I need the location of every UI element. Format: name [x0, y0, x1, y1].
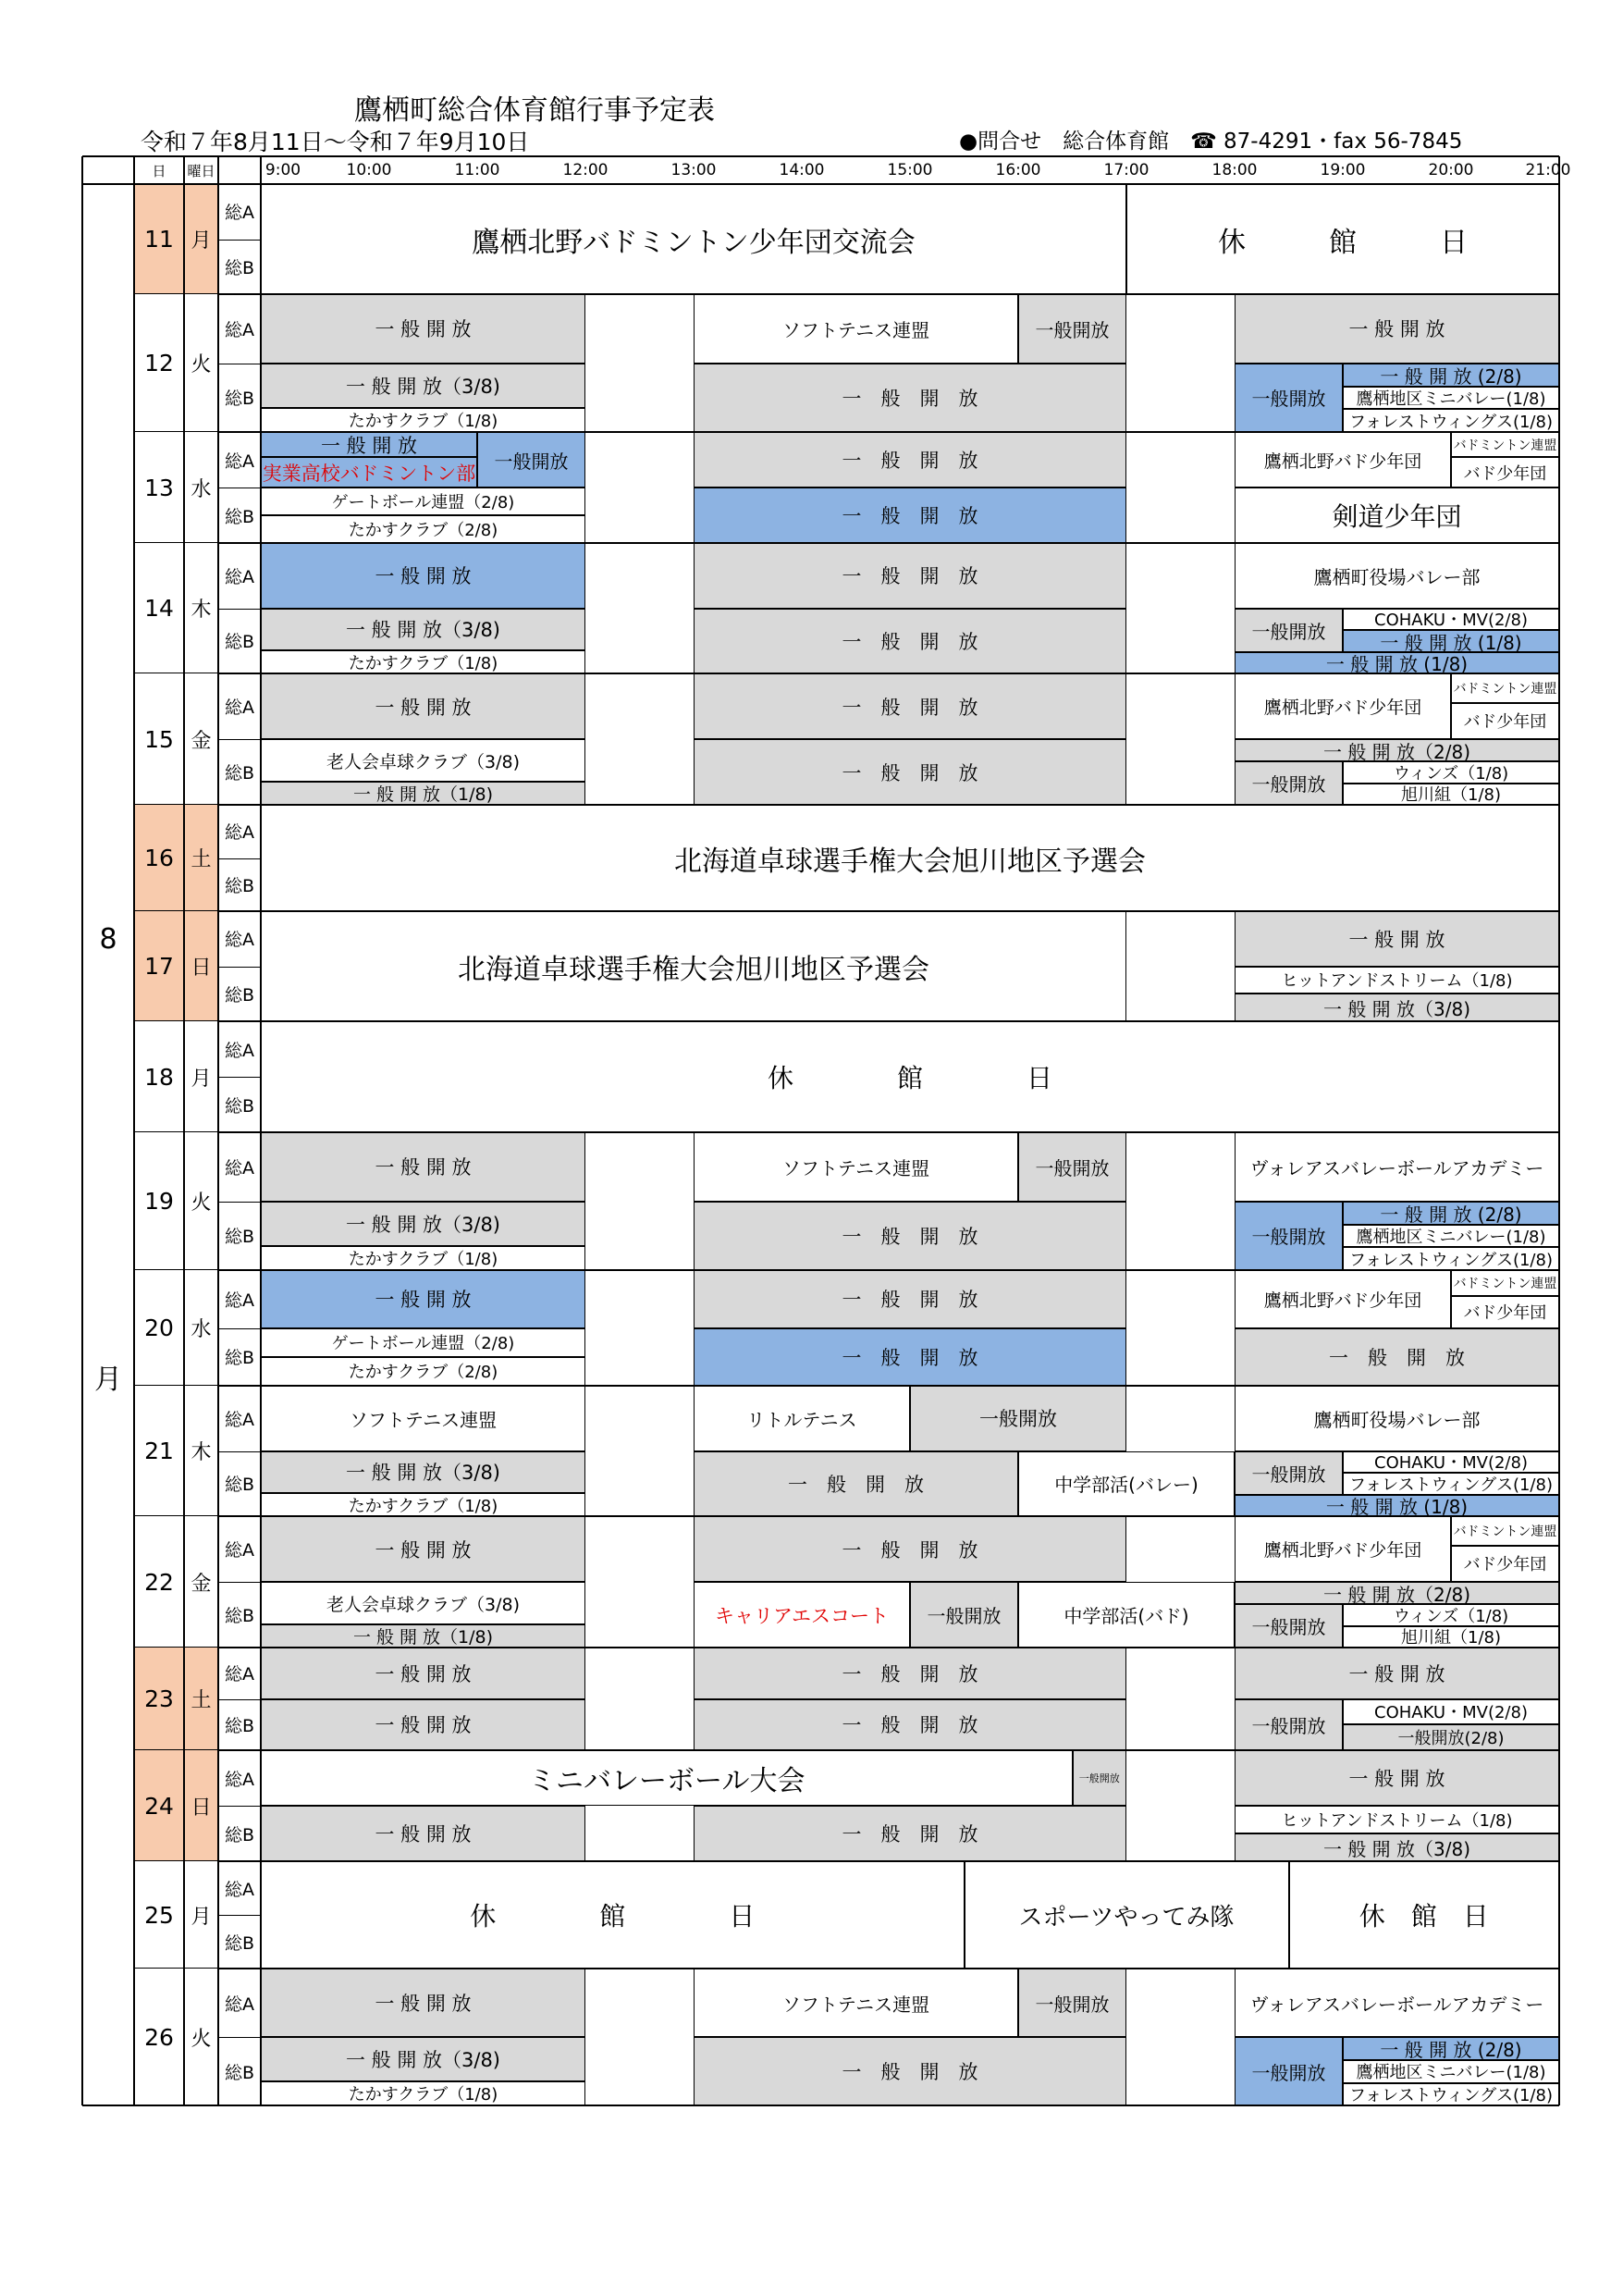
- schedule-block: COHAKU・MV(2/8): [1343, 1699, 1559, 1725]
- schedule-block: 一 般 開 放: [261, 1270, 585, 1328]
- schedule-block: 鷹栖町役場バレー部: [1235, 1386, 1559, 1451]
- schedule-block: 一 般 開 放: [1235, 294, 1559, 364]
- schedule-block: 休 館 日: [1289, 1861, 1560, 1969]
- room-label: 総B: [224, 1348, 255, 1369]
- schedule-block: ソフトテニス連盟: [261, 1386, 585, 1451]
- schedule-block: 一 般 開 放: [1235, 1750, 1559, 1806]
- schedule-block: たかすクラブ（1/8): [261, 408, 585, 432]
- header-time: 17:00: [1103, 161, 1150, 179]
- schedule-block: 実業高校バドミントン部: [261, 457, 477, 488]
- room-label: 総B: [224, 1824, 255, 1845]
- schedule-block: ヒットアンドストリーム（1/8): [1235, 1806, 1559, 1833]
- schedule-block: 一 般 開 放: [694, 1328, 1126, 1387]
- schedule-block: バド少年団: [1451, 1546, 1559, 1582]
- header-time: 19:00: [1320, 161, 1366, 179]
- day-number: 14: [134, 543, 184, 673]
- room-label: 総A: [225, 697, 254, 718]
- schedule-block: 一 般 開 放 (1/8): [1235, 1495, 1559, 1516]
- schedule-block: 一 般 開 放（2/8): [1235, 739, 1559, 761]
- schedule-block: 一 般 開 放: [694, 1202, 1126, 1271]
- schedule-block: 休 館 日: [261, 1861, 965, 1969]
- schedule-block: 一 般 開 放: [694, 488, 1126, 543]
- schedule-block: 一 般 開 放: [694, 1806, 1126, 1861]
- schedule-block: 鷹栖北野バド少年団: [1235, 1516, 1451, 1582]
- grid-line: [218, 1806, 261, 1807]
- day-number: 25: [134, 1861, 184, 1969]
- schedule-block: 中学部活(バレー): [1018, 1451, 1235, 1517]
- schedule-block: 一 般 開 放（3/8): [261, 2037, 585, 2081]
- room-label: 総A: [225, 822, 254, 844]
- room-label: 総B: [224, 1606, 255, 1626]
- schedule-block: ヒットアンドストリーム（1/8): [1235, 967, 1559, 994]
- schedule-block: たかすクラブ（1/8): [261, 1246, 585, 1270]
- schedule-block: 一 般 開 放: [694, 364, 1126, 433]
- schedule-block: 一般開放: [1018, 1969, 1126, 2037]
- schedule-block: ウィンズ（1/8): [1343, 1604, 1559, 1625]
- schedule-block: 一 般 開 放（3/8): [261, 1451, 585, 1494]
- room-label: 総B: [224, 984, 255, 1006]
- grid-line: [218, 156, 261, 157]
- grid-line: [218, 1451, 261, 1452]
- schedule-block: キャリアエスコート: [694, 1582, 910, 1648]
- schedule-block: たかすクラブ（1/8): [261, 650, 585, 673]
- grid-line: [218, 1915, 261, 1916]
- schedule-block: 一 般 開 放（1/8): [261, 1624, 585, 1648]
- day-number: 26: [134, 1969, 184, 2105]
- room-label: 総A: [225, 1540, 254, 1561]
- schedule-block: 一 般 開 放（3/8): [1235, 994, 1559, 1021]
- schedule-block: フォレストウィングス(1/8): [1343, 409, 1559, 432]
- day-weekday: 金: [184, 1516, 218, 1648]
- schedule-block: 一般開放: [910, 1386, 1126, 1451]
- day-weekday: 日: [184, 911, 218, 1021]
- schedule-block: 一般開放: [910, 1582, 1018, 1648]
- grid-line: [218, 1699, 261, 1700]
- schedule-block: ゲートボール連盟（2/8): [261, 1328, 585, 1357]
- header-time: 18:00: [1211, 161, 1258, 179]
- schedule-block: たかすクラブ（1/8): [261, 2081, 585, 2105]
- header-time: 16:00: [995, 161, 1041, 179]
- header-weekday: 曜日: [187, 162, 215, 179]
- schedule-block: 一 般 開 放: [261, 1516, 585, 1582]
- schedule-block: 一 般 開 放: [694, 1516, 1126, 1582]
- day-weekday: 金: [184, 673, 218, 805]
- header-time: 21:00: [1525, 161, 1571, 179]
- schedule-block: 鷹栖町役場バレー部: [1235, 543, 1559, 609]
- schedule-block: 一 般 開 放 (1/8): [1235, 652, 1559, 673]
- room-label: 総A: [225, 1879, 254, 1900]
- header-time: 20:00: [1428, 161, 1474, 179]
- day-number: 13: [134, 432, 184, 543]
- schedule-block: 鷹栖地区ミニバレー(1/8): [1343, 2060, 1559, 2082]
- month-number: 8: [99, 922, 117, 956]
- room-label: 総A: [225, 319, 254, 340]
- day-number: 12: [134, 294, 184, 432]
- schedule-block: スポーツやってみ隊: [965, 1861, 1289, 1969]
- schedule-block: 一 般 開 放（3/8): [261, 364, 585, 408]
- room-label: 総A: [225, 1040, 254, 1061]
- room-label: 総B: [224, 389, 255, 410]
- room-label: 総B: [224, 257, 255, 278]
- schedule-block: バド少年団: [1451, 1296, 1559, 1327]
- day-number: 21: [134, 1386, 184, 1516]
- schedule-block: 一般開放: [1235, 1451, 1343, 1495]
- room-label: 総B: [224, 1475, 255, 1496]
- day-weekday: 月: [184, 184, 218, 294]
- schedule-block: 一般開放: [1235, 761, 1343, 805]
- schedule-block: 一般開放: [1018, 1132, 1126, 1202]
- room-label: 総B: [224, 1932, 255, 1954]
- schedule-block: リトルテニス: [694, 1386, 910, 1451]
- day-number: 23: [134, 1648, 184, 1750]
- day-number: 11: [134, 184, 184, 294]
- schedule-block: 北海道卓球選手権大会旭川地区予選会: [261, 911, 1126, 1021]
- grid-line: [218, 967, 261, 968]
- day-weekday: 土: [184, 1648, 218, 1750]
- schedule-block: フォレストウィングス(1/8): [1343, 2083, 1559, 2105]
- schedule-block: 一 般 開 放: [694, 2037, 1126, 2105]
- schedule-block: 一 般 開 放: [261, 543, 585, 609]
- room-label: 総A: [225, 1664, 254, 1685]
- schedule-block: 一般開放: [1235, 364, 1343, 433]
- schedule-block: フォレストウィングス(1/8): [1343, 1473, 1559, 1494]
- schedule-period: 令和７年8月11日～令和７年9月10日: [141, 129, 530, 155]
- room-label: 総B: [224, 1095, 255, 1117]
- schedule-block: 一 般 開 放: [1235, 1648, 1559, 1699]
- grid-line: [260, 156, 262, 2105]
- room-label: 総A: [225, 1994, 254, 2015]
- schedule-block: ヴォレアスバレーボールアカデミー: [1235, 1969, 1559, 2037]
- grid-line: [218, 1202, 261, 1203]
- schedule-block: 鷹栖北野バド少年団: [1235, 432, 1451, 488]
- schedule-block: 一 般 開 放: [261, 1132, 585, 1202]
- schedule-block: 老人会卓球クラブ（3/8): [261, 1582, 585, 1624]
- schedule-block: 老人会卓球クラブ（3/8): [261, 739, 585, 782]
- schedule-block: 一 般 開 放: [261, 432, 477, 457]
- room-label: 総A: [225, 1409, 254, 1430]
- schedule-block: 一 般 開 放: [261, 1969, 585, 2037]
- schedule-block: 一 般 開 放: [694, 739, 1126, 805]
- header-time: 9:00: [264, 161, 301, 179]
- grid-line: [82, 155, 1559, 157]
- day-weekday: 日: [184, 1750, 218, 1861]
- schedule-block: 一 般 開 放: [694, 673, 1126, 739]
- schedule-block: 一 般 開 放 (2/8): [1343, 1202, 1559, 1225]
- schedule-block: バドミントン連盟: [1451, 1270, 1559, 1296]
- room-label: 総B: [224, 632, 255, 653]
- header-day: 日: [152, 162, 166, 179]
- header-time: 15:00: [887, 161, 933, 179]
- grid-line: [218, 240, 261, 241]
- grid-line: [133, 156, 135, 2105]
- schedule-block: 一般開放(2/8): [1343, 1724, 1559, 1750]
- day-number: 18: [134, 1021, 184, 1132]
- schedule-block: ミニバレーボール大会: [261, 1750, 1073, 1806]
- schedule-block: 一 般 開 放: [261, 1699, 585, 1751]
- schedule-block: 一 般 開 放 (2/8): [1343, 2037, 1559, 2060]
- schedule-block: 中学部活(バド): [1018, 1582, 1235, 1648]
- grid-line: [218, 858, 261, 859]
- room-label: 総B: [224, 1715, 255, 1736]
- month-kanji: 月: [94, 1364, 122, 1396]
- day-number: 19: [134, 1132, 184, 1270]
- day-number: 15: [134, 673, 184, 805]
- schedule-block: COHAKU・MV(2/8): [1343, 1451, 1559, 1474]
- schedule-block: 一 般 開 放: [1235, 911, 1559, 967]
- schedule-block: 一 般 開 放（3/8): [1235, 1833, 1559, 1861]
- room-label: 総A: [225, 1290, 254, 1311]
- schedule-block: 一 般 開 放: [261, 673, 585, 739]
- schedule-block: 一般開放: [1018, 294, 1126, 364]
- day-weekday: 月: [184, 1861, 218, 1969]
- schedule-block: バドミントン連盟: [1451, 432, 1559, 457]
- schedule-block: 一 般 開 放: [261, 1806, 585, 1861]
- schedule-block: ウィンズ（1/8): [1343, 761, 1559, 783]
- schedule-block: たかすクラブ（2/8): [261, 515, 585, 543]
- day-weekday: 火: [184, 294, 218, 432]
- room-label: 総B: [224, 875, 255, 896]
- room-label: 総B: [224, 1227, 255, 1248]
- contact-info: ●問合せ 総合体育館 ☎ 87-4291・fax 56-7845: [959, 130, 1463, 154]
- schedule-block: 一 般 開 放（3/8): [261, 1202, 585, 1246]
- schedule-block: 鷹栖北野バド少年団: [1235, 1270, 1451, 1328]
- room-label: 総A: [225, 566, 254, 587]
- day-number: 17: [134, 911, 184, 1021]
- schedule-block: 鷹栖地区ミニバレー(1/8): [1343, 387, 1559, 410]
- schedule-block: 一 般 開 放（2/8): [1235, 1582, 1559, 1604]
- schedule-block: バドミントン連盟: [1451, 673, 1559, 703]
- schedule-block: 一 般 開 放: [694, 1270, 1126, 1328]
- schedule-block: 一般開放: [477, 432, 585, 488]
- page-title: 鷹栖町総合体育館行事予定表: [354, 94, 715, 127]
- grid-line: [82, 183, 1559, 185]
- schedule-block: ソフトテニス連盟: [694, 1132, 1018, 1202]
- schedule-block: ソフトテニス連盟: [694, 294, 1018, 364]
- day-weekday: 火: [184, 1132, 218, 1270]
- room-label: 総A: [225, 1769, 254, 1790]
- schedule-block: ゲートボール連盟（2/8): [261, 488, 585, 515]
- schedule-block: 一 般 開 放 (2/8): [1343, 364, 1559, 387]
- room-label: 総B: [224, 763, 255, 784]
- schedule-block: 一 般 開 放（1/8): [261, 782, 585, 805]
- day-weekday: 水: [184, 432, 218, 543]
- grid-line: [82, 2105, 1559, 2106]
- header-time: 12:00: [562, 161, 609, 179]
- schedule-block: 旭川組（1/8): [1343, 1626, 1559, 1648]
- day-weekday: 月: [184, 1021, 218, 1132]
- schedule-block: 鷹栖地区ミニバレー(1/8): [1343, 1225, 1559, 1248]
- grid-line: [218, 2037, 261, 2038]
- schedule-table: [82, 156, 1571, 2105]
- schedule-block: バド少年団: [1451, 703, 1559, 739]
- grid-line: [218, 1077, 261, 1078]
- schedule-block: 一般開放: [1073, 1750, 1127, 1806]
- schedule-block: 一 般 開 放 (1/8): [1343, 630, 1559, 651]
- grid-line: [183, 156, 185, 2105]
- room-label: 総B: [224, 2062, 255, 2083]
- schedule-block: ヴォレアスバレーボールアカデミー: [1235, 1132, 1559, 1202]
- schedule-block: フォレストウィングス(1/8): [1343, 1247, 1559, 1270]
- day-number: 22: [134, 1516, 184, 1648]
- day-number: 24: [134, 1750, 184, 1861]
- room-label: 総A: [225, 1157, 254, 1179]
- schedule-block: COHAKU・MV(2/8): [1343, 609, 1559, 631]
- day-weekday: 木: [184, 1386, 218, 1516]
- schedule-block: 休 館 日: [261, 1021, 1559, 1132]
- schedule-block: 一 般 開 放: [694, 432, 1126, 488]
- room-label: 総A: [225, 203, 254, 224]
- schedule-block: たかすクラブ（1/8): [261, 1493, 585, 1516]
- schedule-block: バド少年団: [1451, 457, 1559, 488]
- grid-line: [218, 739, 261, 740]
- schedule-block: バドミントン連盟: [1451, 1516, 1559, 1546]
- schedule-block: 休 館 日: [1126, 184, 1559, 294]
- schedule-block: 一般開放: [1235, 2037, 1343, 2105]
- schedule-block: 一 般 開 放: [1235, 1328, 1559, 1387]
- header-time: 13:00: [670, 161, 717, 179]
- schedule-block: ソフトテニス連盟: [694, 1969, 1018, 2037]
- schedule-block: 鷹栖北野バドミントン少年団交流会: [261, 184, 1126, 294]
- schedule-block: 一般開放: [1235, 1699, 1343, 1751]
- schedule-block: 鷹栖北野バド少年団: [1235, 673, 1451, 739]
- day-weekday: 土: [184, 805, 218, 911]
- day-weekday: 木: [184, 543, 218, 673]
- header-time: 10:00: [346, 161, 392, 179]
- schedule-block: 一般開放: [1235, 1604, 1343, 1648]
- schedule-block: 北海道卓球選手権大会旭川地区予選会: [261, 805, 1559, 911]
- room-label: 総A: [225, 451, 254, 472]
- schedule-block: 一 般 開 放: [694, 1699, 1126, 1751]
- schedule-block: 一 般 開 放: [694, 1648, 1126, 1699]
- schedule-block: 一 般 開 放: [261, 294, 585, 364]
- header-time: 11:00: [454, 161, 500, 179]
- grid-line: [217, 156, 219, 2105]
- grid-line: [218, 1328, 261, 1329]
- grid-line: [81, 156, 83, 2105]
- schedule-block: たかすクラブ（2/8): [261, 1357, 585, 1386]
- grid-line: [1558, 156, 1560, 2105]
- schedule-block: 一 般 開 放: [694, 1451, 1018, 1517]
- grid-line: [218, 1582, 261, 1583]
- schedule-block: 一 般 開 放: [694, 543, 1126, 609]
- schedule-block: 一 般 開 放: [261, 1648, 585, 1699]
- schedule-block: 旭川組（1/8): [1343, 784, 1559, 805]
- grid-line: [218, 609, 261, 610]
- day-weekday: 火: [184, 1969, 218, 2105]
- schedule-block: 一般開放: [1235, 1202, 1343, 1271]
- day-number: 16: [134, 805, 184, 911]
- schedule-block: 一 般 開 放（3/8): [261, 609, 585, 651]
- schedule-block: 一般開放: [1235, 609, 1343, 652]
- room-label: 総B: [224, 506, 255, 527]
- day-weekday: 水: [184, 1270, 218, 1386]
- schedule-block: 一 般 開 放: [694, 609, 1126, 674]
- header-time: 14:00: [779, 161, 825, 179]
- room-label: 総A: [225, 930, 254, 951]
- day-number: 20: [134, 1270, 184, 1386]
- schedule-block: 剣道少年団: [1235, 488, 1559, 543]
